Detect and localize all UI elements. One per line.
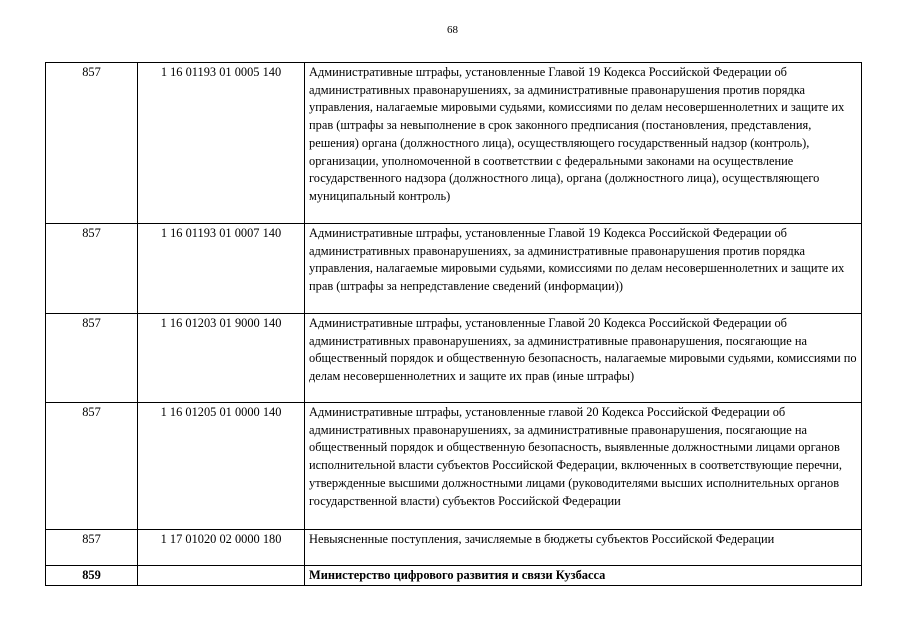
kbk-code-cell: 1 16 01205 01 0000 140: [138, 403, 305, 530]
table-row: [46, 224, 862, 314]
kbk-code-cell: [138, 566, 305, 586]
kbk-code-cell: 1 16 01203 01 9000 140: [138, 314, 305, 403]
description-cell: Административные штрафы, установленные Главой 19 Кодекса Российской Федерации об административных правонарушениях, за административные правонарушения против порядка управления, налагаемые мировыми судьями, комиссиями по делам несовершеннолетних и защите их прав (штрафы за непредставление сведений (информации)): [305, 224, 862, 314]
description-cell: Невыясненные поступления, зачисляемые в бюджеты субъектов Российской Федерации: [305, 530, 862, 566]
admin-code-cell: 859: [46, 566, 138, 586]
admin-code-cell: 857: [46, 314, 138, 403]
page-number: 68: [447, 24, 458, 36]
table-row: [46, 403, 862, 530]
admin-code-cell: 857: [46, 403, 138, 530]
ministry-name-cell: Министерство цифрового развития и связи Кузбасса: [305, 566, 862, 586]
description-cell: Административные штрафы, установленные Главой 20 Кодекса Российской Федерации об административных правонарушениях, за административные правонарушения, посягающие на общественный порядок и общественную безопасность, налагаемые мировыми судьями, комиссиями по делам несовершеннолетних и защите их прав (иные штрафы): [305, 314, 862, 403]
table-row: [46, 314, 862, 403]
kbk-code-cell: 1 17 01020 02 0000 180: [138, 530, 305, 566]
table-row: [46, 63, 862, 224]
admin-code-cell: 857: [46, 530, 138, 566]
table-row: [46, 530, 862, 566]
admin-code-cell: 857: [46, 224, 138, 314]
kbk-code-cell: 1 16 01193 01 0005 140: [138, 63, 305, 224]
budget-revenue-table: [45, 62, 862, 586]
description-cell: Административные штрафы, установленные Главой 19 Кодекса Российской Федерации об административных правонарушениях, за административные правонарушения против порядка управления, налагаемые мировыми судьями, комиссиями по делам несовершеннолетних и защите их прав (штрафы за невыполнение в срок законного предписания (постановления, представления, решения) органа (должностного лица), осуществляющего государственный надзор (контроль), организации, уполномоченной в соответствии с федеральными законами на осуществление государственного надзора (должностного лица), органа (должностного лица), осуществляющего муниципальный контроль): [305, 63, 862, 224]
kbk-code-cell: 1 16 01193 01 0007 140: [138, 224, 305, 314]
admin-code-cell: 857: [46, 63, 138, 224]
description-cell: Административные штрафы, установленные главой 20 Кодекса Российской Федерации об административных правонарушениях, за административные правонарушения, посягающие на общественный порядок и общественную безопасность, выявленные должностными лицами органов исполнительной власти субъектов Российской Федерации, включенных в соответствующие перечни, утвержденные высшими должностными лицами (руководителями высших исполнительных органов государственной власти) субъектов Российской Федерации: [305, 403, 862, 530]
table-row-ministry-header: [46, 566, 862, 586]
